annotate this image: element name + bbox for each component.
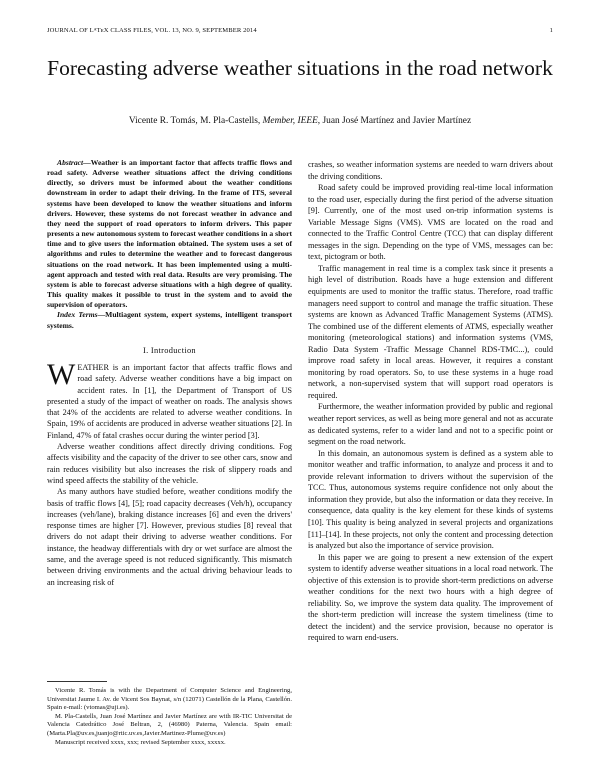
footnotes	[47, 681, 292, 747]
author-list	[40, 116, 560, 126]
right-paragraph-5: In this paper we are going to present a new extension of the expert system to identify adverse weather situations in a local road network. The objective of this extension is to provide short-term predictions on adverse weather conditions for the next two hours with a high degree of reliability. So, we improve the system data quality. The improvement of the short-term prediction will increase the system timeliness (time to detect the incident) and the service provision, because no operator is required to warn end-users.	[308, 552, 553, 643]
journal-header: JOURNAL OF LᴬTᴇX CLASS FILES, VOL. 13, NO. 9, SEPTEMBER 2014	[47, 27, 257, 34]
authors-after: , Juan José Martínez and Javier Martínez	[317, 116, 472, 126]
intro-paragraph-1	[47, 357, 292, 441]
right-paragraph-3: Furthermore, the weather information provided by public and regional weather report services, as well as being more general and not as accurate as dedicated systems, refer to a wider land and not to a specific point or segment on the road network.	[308, 402, 553, 447]
intro-paragraph-3: As many authors have studied before, weather conditions modify the basis of traffic flows [4], [5]; road capacity decreases (Veh/h), occupancy increases (veh/lane), braking distance increases [6] and even the drivers' response times are higher [7]. However, previous studies [8] reveal that drivers do not adapt their driving to adverse weather conditions. For instance, the headway differentials with dry or wet surface are almost the same, and the average speed is not reduced significantly. This mismatch between driving environments and the actual driving behaviour leads to an increasing risk of	[47, 487, 292, 587]
page-number: 1	[549, 27, 553, 34]
index-terms-text: —Multiagent system, expert systems, intelligent transport systems.	[47, 310, 292, 330]
abstract-text: —Weather is an important factor that affects traffic flows and road safety. Adverse weather situations affect the driving conditions directly, so drivers must be informed about the weather conditions downstream in order to adapt their driving. In the frame of ITS, several systems have been developed to know the weather situations and inform drivers. However, these systems do not forecast weather in advance and they need the support of road operators to inform drivers. This paper presents a new autonomous system to forecast weather conditions in a short time and to give users the information obtained. The system uses a set of algorithms and rules to determine the weather and to forecast dangerous situations on the road network. It has been implemented using a multi-agent approach and tested with real data. Results are very promising. The system is able to forecast adverse situations with a high degree of quality. This quality makes it possible to trust in the system and to avoid the supervision of operators.	[47, 158, 292, 310]
right-column	[308, 159, 553, 644]
footnote-1: Vicente R. Tomás is with the Department of Computer Science and Engineering, Universitat Jaume I. Av. de Vicent Sos Baynat, s/n (12071) Castellón de la Plana, Castellón. Spain e-mail: (vtomas@uji.es).	[47, 687, 292, 712]
right-paragraph-1: Road safety could be improved providing real-time local information to the road user, especially during the first period of the adverse situation [9]. Currently, one of the most used on-trip information systems is Variable Message Signs (VMS). VMS are located on the road and connected to the Traffic Control Centre (TCC) that can display different messages in the sign. Depending on the type of VMS, messages can be: text, pictogram or both.	[308, 183, 553, 262]
intro-paragraph-2: Adverse weather conditions affect directly driving conditions. Fog affects visibility and the capacity of the driver to see other cars, snow and rain reduces visibility but also increases the risk of slippery roads and wind speed affects the stability of the vehicle.	[47, 442, 292, 485]
abstract-label: Abstract	[57, 158, 84, 167]
left-column	[47, 158, 292, 588]
right-paragraph-2: Traffic management in real time is a complex task since it presents a high level of distribution. Roads have a huge extension and different equipments are used to monitor the traffic status. Therefore, road traffic managers need support to control and manage the traffic situation. These systems are known as Advanced Traffic Management Systems (ATMS). The combined use of the different elements of ATMS, especially weather monitoring (meteorological stations) and information systems (VMS, Radio Data System -Traffic Message Channel RDS-TMC...), could improve road safety in local areas. However, it requires a constant monitoring by road operators. So, to use these systems in a huge road network, a non-supervised system that will support road operators is required.	[308, 263, 553, 400]
running-head	[47, 27, 553, 34]
right-paragraph-0: crashes, so weather information systems are needed to warn drivers about the driving conditions.	[308, 160, 553, 181]
footnote-rule	[47, 681, 107, 682]
authors-member: Member, IEEE	[262, 116, 318, 126]
right-paragraph-4: In this domain, an autonomous system is defined as a system able to monitor weather and traffic information, to analyze and process it and to provide relevant information to drivers without the supervision of the TCC. Thus, autonomous systems require confidence not only about the information they provide, but also the information or data they receive. In consequence, data quality is the key element for these kinds of systems [10]. This quality is being analyzed in several projects and organizations [11]–[14]. In these projects, not only the content and processing detection is analyzed but also the importance of service provision.	[308, 448, 553, 551]
index-terms	[47, 310, 292, 330]
abstract	[47, 158, 292, 310]
drop-cap: W	[47, 357, 76, 391]
index-terms-label: Index Terms	[57, 310, 98, 320]
section-heading: I. Introduction	[143, 345, 196, 355]
intro-paragraph-1-text: EATHER is an important factor that affects traffic flows and road safety. Adverse weather conditions have a big impact on accident rates. In [1], the Department of Transport of US presented a study of the impact of weather on roads. The analysis shows that 24% of the accidents are related to adverse weather conditions. In Spain, 19% of accidents are produced in adverse weather situations [2]. In Finland, 47% of fatal crashes occur during the winter period [3].	[47, 362, 292, 440]
footnote-3: Manuscript received xxxx, xxx; revised September xxxx, xxxxx.	[55, 738, 226, 746]
paper-title: Forecasting adverse weather situations in the road network	[47, 56, 553, 80]
footnote-2: M. Pla-Castells, Juan José Martínez and Javier Martínez are with IR-TIC Universitat de Valencia Catedrático José Beltran, 2, (46980) Paterna, Valencia. Spain email: (Marta.Pla@uv.es,juanjo@rtic.uv.es,Javier.Martinez-Plume@uv.es)	[47, 712, 292, 737]
authors-before: Vicente R. Tomás, M. Pla-Castells,	[128, 116, 263, 126]
